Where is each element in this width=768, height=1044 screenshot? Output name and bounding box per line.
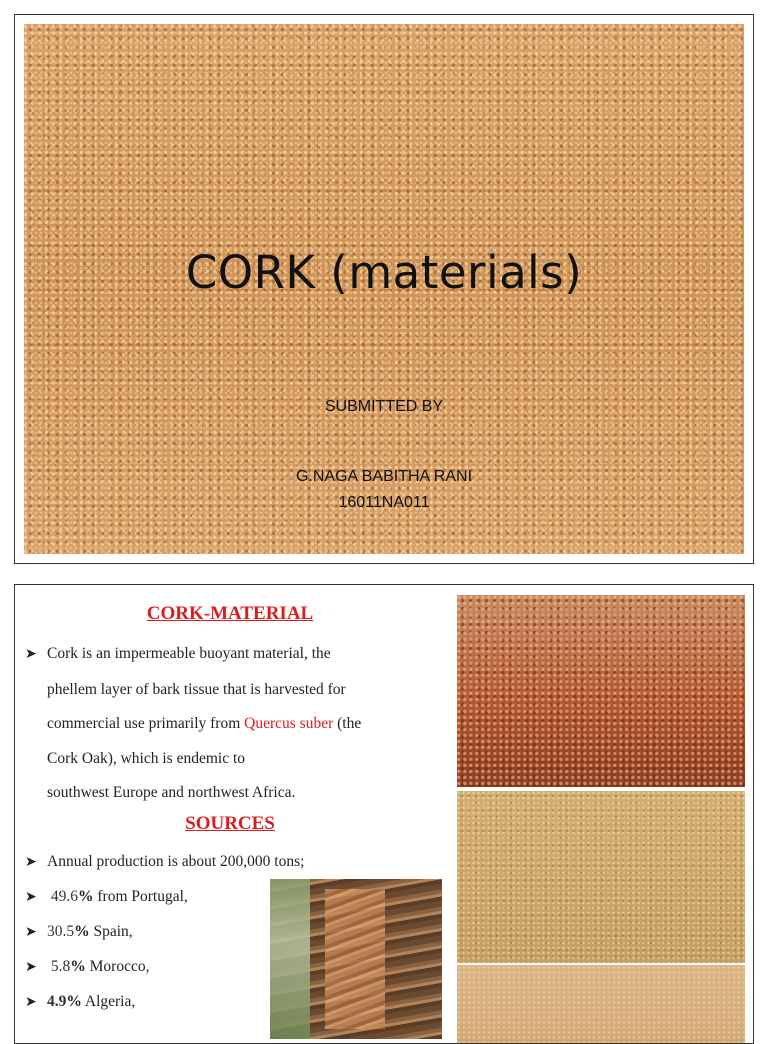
para-line [25, 637, 445, 673]
cork-description [25, 637, 445, 811]
percent-sign: % [74, 923, 90, 940]
quercus-suber-term: Quercus suber [244, 715, 334, 732]
submitted-by-label: SUBMITTED BY [324, 398, 444, 415]
para-line [25, 707, 445, 742]
light-cork-texture-photo [457, 965, 745, 1044]
tan-cork-texture-photo [457, 791, 745, 963]
cork-texture-background [24, 24, 744, 554]
red-cork-texture-photo [457, 595, 745, 787]
para-line [25, 742, 445, 777]
arrow-bullet-icon: ➤ [25, 960, 37, 975]
para-line [25, 776, 445, 811]
list-item [25, 847, 455, 882]
title-slide [14, 14, 754, 564]
content-slide [14, 584, 754, 1044]
percent-value: 49.6 [50, 888, 78, 905]
cork-material-heading: CORK-MATERIAL [146, 603, 314, 624]
para-text: (the [333, 715, 362, 732]
arrow-bullet-icon: ➤ [25, 995, 37, 1010]
list-item-text: Spain, [89, 923, 133, 940]
list-item-text: Morocco, [85, 958, 150, 975]
para-text: Cork is an impermeable buoyant material, the [47, 645, 331, 662]
list-item-text: from Portugal, [93, 888, 188, 905]
list-item-text: Annual production is about 200,000 tons; [47, 853, 305, 870]
para-line [25, 673, 445, 708]
percent-sign: % [78, 888, 94, 905]
arrow-bullet-icon: ➤ [25, 890, 37, 905]
slide-title: CORK (materials) [185, 246, 583, 299]
para-text: commercial use primarily from [47, 715, 245, 732]
percent-value: 5.8 [50, 958, 71, 975]
para-text: southwest Europe and northwest Africa. [47, 784, 296, 801]
percent-value: 4.9 [47, 993, 67, 1010]
sources-heading: SOURCES [185, 813, 275, 834]
cork-oak-bark-photo [270, 879, 442, 1039]
list-item-text: Algeria, [81, 993, 136, 1010]
percent-sign: % [66, 993, 82, 1010]
arrow-bullet-icon: ➤ [25, 855, 37, 870]
para-text: Cork Oak), which is endemic to [47, 749, 246, 767]
percent-value: 30.5 [47, 923, 75, 940]
arrow-bullet-icon: ➤ [25, 925, 37, 940]
roll-number: 16011NA011 [338, 494, 430, 511]
arrow-bullet-icon: ➤ [25, 647, 37, 662]
percent-sign: % [70, 958, 86, 975]
author-name: G.NAGA BABITHA RANI [295, 468, 473, 485]
para-text: phellem layer of bark tissue that is harvested for [47, 680, 346, 698]
